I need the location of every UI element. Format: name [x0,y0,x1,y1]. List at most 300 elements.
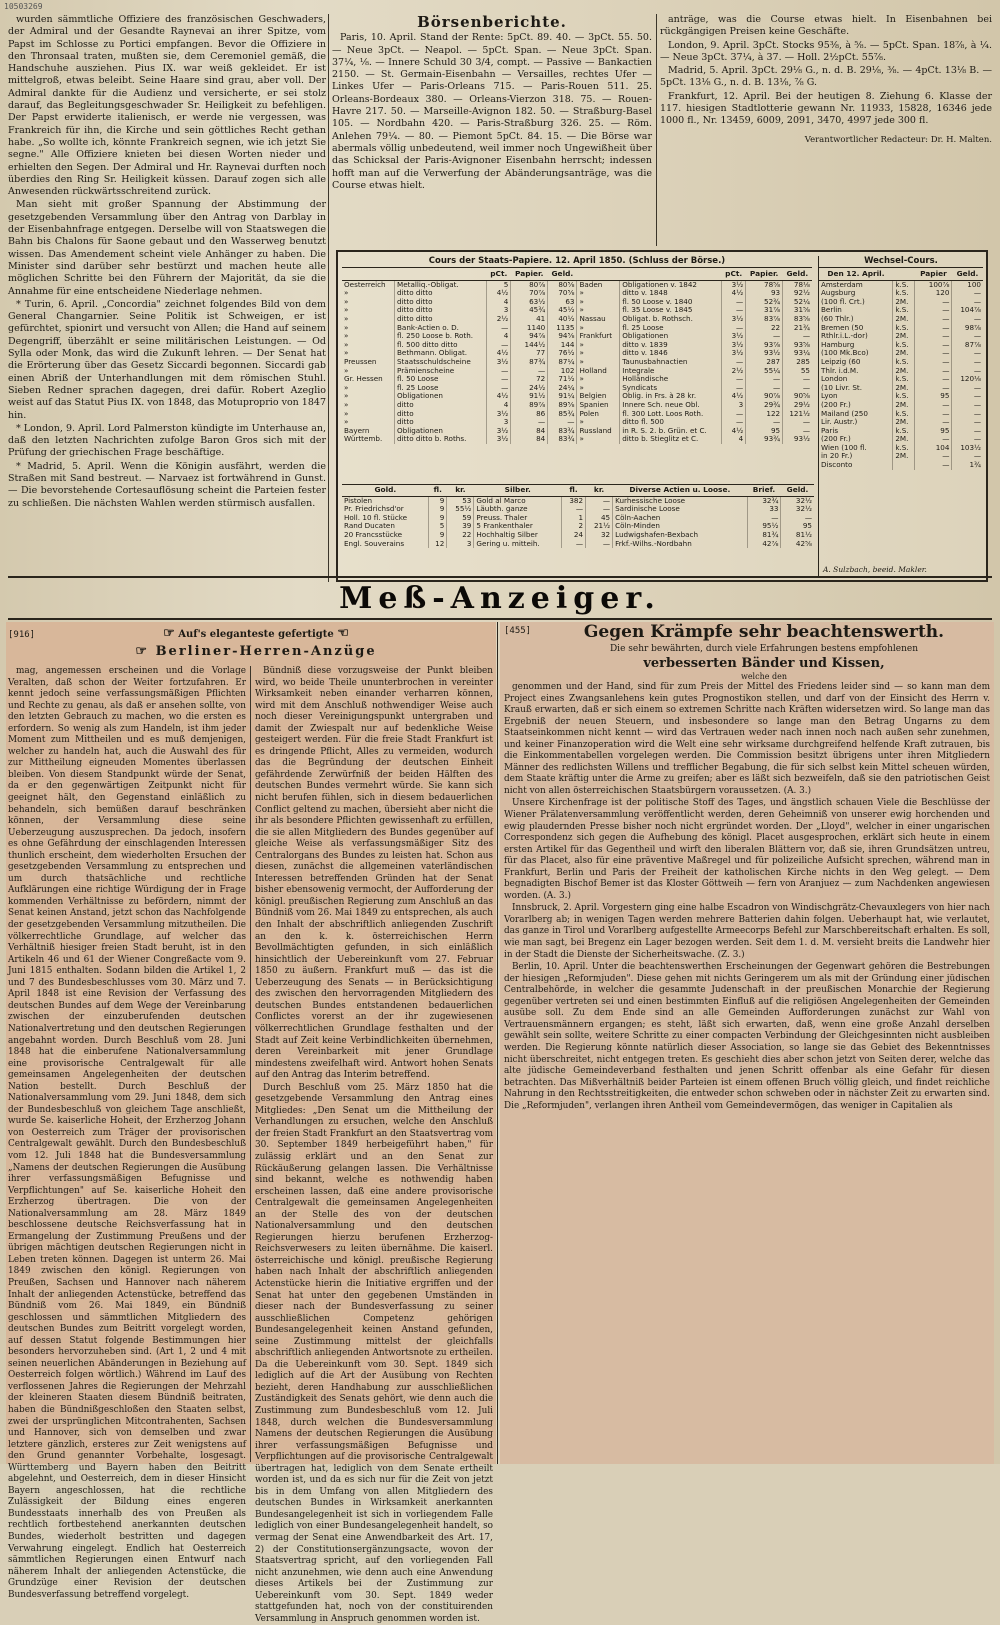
table-row [819,461,983,470]
table-cell: — [746,384,783,393]
table-cell: ditto ditto [395,306,487,315]
table-cell: — [915,324,952,333]
table-cell: 2½ [722,367,746,376]
table-cell: — [915,341,952,350]
table-cell: k.S. [893,444,915,453]
table-cell: — [804,512,812,522]
table-cell: 40½ [548,315,577,324]
table-cell: — [487,341,511,350]
table-cell: ditto [395,401,487,410]
column-header: Geld. [783,269,812,280]
table-cell: Obligationen v. 1842 [620,280,722,289]
table-cell: Württemb. [342,435,395,444]
table-cell: — [915,401,952,410]
table-cell: ditto [395,418,487,427]
table-cell: ditto v. 1848 [620,289,722,298]
table-cell: — [722,306,746,315]
table-cell: 63 [548,298,577,307]
news-paragraph: Man sieht mit großer Spannung der Abstimmung der gesetzgebenden Versammlung über den Antrag von Darblay in der Eisenbahnfrage entgegen. Derselbe will von Staatswegen die Bahn bis Chalons für Saone gebaut und den Wasserweg benutzt wissen. Das Amendement scheint viele Anhänger zu haben. Die Minister sind darüber sehr bestürzt und machen heute alle möglichen Schritte bei den Führern der Majorität, da sie die Annahme für eine entscheidene Niederlage nehmen. [8,199,326,297]
ad-paragraph: Durch Beschluß vom 25. März 1850 hat die gesetzgebende Versammlung den Antrag eines Mitgliedes: „Den Senat um die Mittheilung der Verhandlungen zu ersuchen, welche den Anschluß der freien Stadt Frankfurt an den Staatsvertrag vom 30. September 1849 herbeigeführt haben," für zulässig erklärt und an den Senat zur Rückäußerung gelangen lassen. Die Verhältnisse sind bekannt, welche es nothwendig haben erscheinen lassen, daß eine andere provisorische Centralgewalt die gemeinsamen Angelegenheiten an der Stelle des von der deutschen Nationalversammlung und den deutschen Regierungen hierzu berufenen Erzherzog-Reichsverwesers zu leiten übernähme. Die kaiserl. österreichische und königl. preußische Regierung haben nach Inhalt der abschriftlich anliegenden Actenstücke hierin die Initiative ergriffen und der Senat hat unter den gegebenen Umständen in dieser nach der Bundesverfassung zu seiner ausschließlichen Competenz gehörigen Bundesangelegenheit keinen Anstand gefunden, seine Zustimmung mittelst der gleichfalls abschriftlich anliegenden Antwortsnote zu ertheilen. Da die Uebereinkunft vom 30. Sept. 1849 sich lediglich auf die Art der Ausübung von Rechten bezieht, deren Handhabung zur ausschließlichen Zuständigkeit des Senats gehört, wie denn auch die Zustimmung zum Bundesbeschluß vom 12. Juli 1848, durch welchen die Bundesversammlung Namens der deutschen Regierungen die Ausübung ihrer verfassungsmäßigen Befugnisse und Verpflichtungen auf die provisorische Centralgewalt übertragen hat, lediglich von dem Senate ertheilt worden ist, und da es sich nur für die Zeit von jetzt bis in dem Umfang von allen Mitgliedern des deutschen Bundes in Wirksamkeit anerkannten Bundesangelegenheit ist sich in vorliegendem Falle lediglich von einer Bundesangelegenheit handelt, so vermag der Senat eine Anwendbarkeit des Art. 17, 2) der Constitutionsergänzungsacte, wovon der Staatsvertrag spricht, auf den vorliegenden Fall nicht anzunehmen, wie denn auch eine Anwendung dieses Artikels bei der Zustimmung zur Uebereinkunft vom 30. Sept. 1849 weder stattgefunden hat, noch von der constituirenden Versammlung in Anspruch genommen worden ist. [255,1082,493,1624]
table-cell: 92½ [793,288,810,298]
table-cell: 90⅞ [746,392,783,401]
table-cell: Lyon [819,392,893,401]
table-cell: k.S. [893,427,915,436]
table-cell: 95 [746,427,783,436]
table-cell: fl. 50 Loose v. 1840 [620,298,722,307]
ad-916 [6,622,496,1624]
table-cell: » [342,289,395,298]
pointing-hand-icon: ☜ [337,626,349,641]
table-cell: Syndicats [620,384,722,393]
table-cell: 12 [429,540,447,549]
table-cell: 5 Frankenthaler [474,522,562,531]
table-cell: k.S. [893,392,915,401]
table-cell: » [342,410,395,419]
table-cell: 3½ [487,410,511,419]
table-cell: fl. 250 Loose b. Roth. [395,332,487,341]
boerse-body [332,32,652,192]
table-cell: — [586,540,613,549]
table-cell: k.S. [893,289,915,298]
table-cell: Bayern [342,427,395,436]
table-cell: Augsburg [819,289,893,298]
table-cell: » [577,349,620,358]
table-cell: — [973,408,981,418]
column-header [893,269,915,280]
table-cell: — [722,358,746,367]
table-cell: Gr. Hessen [342,375,395,384]
table-cell: — [562,540,586,549]
table-cell: » [342,315,395,324]
table-cell: 3 [447,540,474,549]
wechsel-table [819,269,983,470]
table-cell: 4 [487,401,511,410]
table-cell: fl. 300 Lott. Loos Roth. [620,410,722,419]
table-cell: k.S. [893,341,915,350]
table-cell: k.S. [893,306,915,315]
table-cell: 2M. [893,349,915,358]
ad-paragraph: mag, angemessen erscheinen und die Vorlage Veralten, daß schon der Weiter fortzufahren. Er kennt jedoch seine verfassungsmäßigen Pflichten und Rechte zu genau, als daß er ansehen sollte, von den letzten Gebrauch zu machen, wo die ersten es erfordern. So wenig als zum Handeln, ist ihm jeder Moment zum Mittheilen und es muß demjenigen, welcher zu handeln hat, auch die Auswahl des für zur Mittheilung eigneuden Momentes überlassen bleiben. Von diesem Standpunkt würde der Senat, da er den gegenwärtigen Zeitpunkt nicht für geeignet hält, den Gegenstand einläßlich zu behandeln, sich bemüßen darauf beschränken können, der Versammlung diese seine Ueberzeugung auszusprechen. Da jedoch, insofern es ohne Gefährdung der einschlagenden Interessen thunlich erscheint, dem wiederholten Ersuchen der gesetzgebenden Versammlung zu entsprechen und um durch thatsächliche und rechtliche Aufklärungen eine richtige Würdigung der in Frage kommenden Verhältnisse zu befördern, nimmt der Senat keinen Anstand, jetzt schon das Nachfolgende der gesetzgebenden Versammlung mitzutheilen. Die völkerrechtliche Grundlage, auf welcher das Verhältniß hiesiger freien Stadt beruht, ist in den Artikeln 46 und 61 der Wiener Congreßacte vom 9. Juni 1815 enthalten. Sodann bilden die Artikel 1, 2 und 7 des Bundesbeschlusses vom 30. März und 7. April 1848 ist eine Revision der Verfassung des deutschen Bundes auf dem Wege der Vereinbarung zwischen der einzuberufenden deutschen Nationalvertretung und den deutschen Regierungen angebahnt worden. Durch Beschluß vom 28. Juni 1848 hat die einberufene Nationalversammlung eine provisorische Centralgewalt für alle gemeinsamen Angelegenheiten der deutschen Nation bestellt. Durch Beschluß der Nationalversammlung vom 29. Juni 1848, dem sich der Bundesbeschluß von gleichem Tage anschließt, wurde Se. kaiserliche Hoheit, der Erzherzog Johann von Oesterreich zum Träger der provisorischen Centralgewalt gewählt. Durch den Bundesbeschluß vom 12. Juli 1848 hat die Bundesversammlung „Namens der deutschen Regierungen die Ausübung ihrer verfassungsmäßigen Befugnisse und Verpflichtungen" auf Se. kaiserliche Hoheit den Erzherzog übertragen. Die von der Nationalversammlung am 28. März 1849 beschlossene deutsche Reichsverfassung hat in Ermangelung der Zustimmung Preußens und der übrigen mächtigen deutschen Regierungen nicht in Leben treten können. Dagegen ist unterm 26. Mai 1849 zwischen den königl. Regierungen von Preußen, Sachsen und Hannover nach näherem Inhalt der anliegenden Actenstücke, betreffend das Bündniß vom 26. Mai 1849, ein Bündniß geschlossen und sämmtlichen Mitgliedern des deutschen Bundes zum Beitritt vorgelegt worden, auf dessen Statut folgende Bestimmungen hier besonders hervorzuheben sind. (Art 1, 2 und 4 mit seinen neuerlichen Abänderungen in Beziehung auf Oesterreich folgen wörtlich.) Während im Lauf des verflossenen Jahres die Regierungen der Mehrzahl der kleineren Staaten diesem Bündniß beitraten, haben die Bündnißgeschloßen den Staaten selbst, zwei der ursprünglichen Mitcontrahenten, Sachsen und Hannover, sich von demselben und zwar letztere gänzlich, ersteres zur Zeit wenigstens auf den Grund genannter Vorbehalte, losgesagt. Württemberg und Bayern haben den Beitritt abgelehnt, und Oesterreich, dem in dieser Hinsicht Bayern angeschlossen, hat die rechtliche Zulässigkeit der Bildung eines engeren Bundesstaats innerhalb des von Preußen als rechtlich fortbestehend anerkannten deutschen Bundes, wiederholt bestritten und dagegen Verwahrung eingelegt. Endlich hat Oesterreich sämmtlichen Regierungen einen Entwurf nach näherem Inhalt der anliegenden Actenstücke, die Grundzüge einer Revision der deutschen Bundesverfassung betreffend vorgelegt. [8,666,246,1600]
table-cell: 4½ [487,289,511,298]
table-cell: — [973,382,981,392]
table-cell: (100 Mk.Bco) [819,349,893,358]
table-cell: — [511,367,548,376]
table-cell: 2M. [893,298,915,307]
table-cell: — [586,505,613,514]
archive-id-stamp: 10503269 [4,2,43,11]
ad-916-head2: ☞ Berliner-Herren-Anzüge [135,644,377,659]
table-cell: 70⅞ [511,289,548,298]
wechsel-title: Wechsel-Cours. [819,256,983,268]
table-cell [893,461,915,470]
table-cell: 2M. [893,401,915,410]
table-cell: 5 [429,522,447,531]
table-cell: Bethmann. Obligat. [395,349,487,358]
table-cell: 4½ [722,289,746,298]
table-cell: » [342,341,395,350]
table-cell: 24 [562,531,586,540]
news-column-left [8,14,326,586]
table-cell: — [915,418,952,427]
table-cell: 52¾ [746,298,783,307]
gold-silber-box [342,484,814,580]
table-cell: — [802,417,810,427]
table-cell: k.S. [893,410,915,419]
table-cell: 41 [511,315,548,324]
course-table-box [336,250,988,582]
table-cell: 87¾ [511,358,548,367]
table-cell: — [915,435,952,444]
table-cell: Russland [577,427,620,436]
table-cell: — [722,384,746,393]
table-cell: — [802,382,810,392]
table-cell: 4½ [487,392,511,401]
table-cell: 91½ [511,392,548,401]
column-header: Papier. [746,269,783,280]
table-cell: 42⅞ [747,540,781,549]
table-cell: — [511,418,548,427]
table-cell: 3½ [487,358,511,367]
table-cell: k.S. [893,324,915,333]
table-cell: Wien (100 fl. [819,444,893,453]
table-row [342,435,812,444]
table-cell: — [973,288,981,298]
column-rule [328,14,329,582]
ad-paragraph: Bündniß diese vorzugsweise der Punkt bleiben wird, wo beide Theile ununterbrochen in vereinter Wirksamkeit neben einander verharren können, wird mit dem Anschluß nothwendiger Weise auch noch dieser Vereinigungspunkt untergraben und damit der Zwiespalt nur auf bedenkliche Weise gesteigert werden. Für die freie Stadt Frankfurt ist es dringende Pflicht, Alles zu vermeiden, wodurch das die Begründung der deutschen Einheit gefährdende Zerwürfniß der beiden Hälften des deutschen Bundes vermehrt würde. Sie kann sich nicht berufen fühlen, sich in diesem bedauerlichen Conflict geltend zu machen, übersieht aber nicht die ihr als besondere Pflichten gewissenhaft zu erfüllen, die sie allen Mitgliedern des Bundes gegenüber auf gleiche Weise als verfassungsmäßiger Sitz des Centralorgans des Bundes zu leisten hat. Schon aus diesen, zunächst die allgemeinen vaterländischen Interessen betreffenden Gründen hat der Senat bisher ebensowenig vermocht, der Aufforderung der königl. preußischen Regierung zum Anschluß an das Bündniß vom 26. Mai 1849 zu entsprechen, als auch den Inhalt der abschriftlich anliegenden Zuschrift an den k. k. österreichischen Herrn Bevollmächtigten gefunden, in sich einläßlich hinsichtlich der Uebereinkunft vom 27. Februar 1850 zu äußern. Frankfurt muß — das ist die Ueberzeugung des Senats — in Berücksichtigung des zwischen den hervorragenden Mitgliedern des deutschen Bundes entstandenen bedauerlichen Conflictes vorerst an der ihr zugewiesenen völkerrechtlichen Grundlage festhalten und der Stadt auf Zeit keine Verbindlichkeiten übernehmen, deren Vereinbarkeit mit jener Grundlage mindestens zweifelhaft wird. Antwort hohen Senats auf den Antrag das Interim betreffend. [255,666,493,1081]
table-cell: 83¾ [548,435,577,444]
table-cell: 87⅞ [964,339,981,349]
table-cell: 93½ [746,349,783,358]
table-cell: Amsterdam [819,280,893,289]
table-cell: Oesterreich [342,280,395,289]
table-cell: — [722,324,746,333]
table-cell: — [747,514,781,523]
table-cell: » [577,435,620,444]
column-header: kr. [586,485,613,496]
ad-455-body [504,682,990,1462]
table-cell: (60 Thlr.) [819,315,893,324]
table-cell: Disconto [819,461,893,470]
table-cell: 4 [722,435,746,444]
table-cell: 382 [562,496,586,505]
table-cell: Hamburg [819,341,893,350]
pointing-hand-icon: ☞ [163,626,175,641]
table-cell: 55½ [447,505,474,514]
column-header: Diverse Actien u. Loose. [613,485,747,496]
table-cell: — [802,425,810,435]
table-cell: 53 [447,496,474,505]
table-cell: Obligationen [395,392,487,401]
mess-anzeiger-banner [8,578,992,618]
table-cell: — [722,410,746,419]
ad-455-head1: Gegen Krämpfe sehr beachtenswerth. [583,622,945,642]
boerse-column [332,14,652,246]
table-cell: 32¾ [747,496,781,505]
table-cell: 3½ [487,435,511,444]
table-cell: 55¼ [746,367,783,376]
table-cell: — [973,313,981,323]
table-cell: Preussen [342,358,395,367]
ad-paragraph: genommen und der Hand, sind für zum Preis der Mittel des Friedens leider sind — so kann man dem Project eines Zwangsanlehens kein gutes Prognostikon stellen, und darf von der Einsicht des Herrn v. Krauß erwarten, daß er sich einem so extremen Schritte nach Kräften widersetzen wird. So lange man das Ergebniß der neuen Steuern, und insbesondere so lange man den Betrag Ungarns zu dem Staatseinkommen nicht kennt — wird das Vertrauen weder nach innen noch nach außen sehr zunehmen, und keiner Finanzoperation wird die Welt eine sehr wirksame durchgreifend helfende Kraft zutrauen, bis die Einkommentabellen vorgelegen werden. Die Commission besitzt übrigens unter ihren Mitgliedern Männer des redlichsten Willens und trefflicher Begabung, die für sich selbst kein Mittel scheuen würden, dem Staate kräftig unter die Arme zu greifen; aber es läßt sich bezweifeln, daß sie den patriotischen Geist nicht von allen österreichischen Staatsbürgern voraussetzen. (A. 3.) [504,682,990,796]
table-cell: » [342,392,395,401]
table-cell: 4½ [722,392,746,401]
table-cell: 81½ [795,529,812,539]
table-cell: Gold al Marco [474,496,562,505]
table-cell: — [973,348,981,358]
table-cell: 9 [429,496,447,505]
table-cell: Frankfurt [577,332,620,341]
news-paragraph: anträge, was die Course etwas hielt. In Eisenbahnen bei rückgängigen Preisen keine Geschäfte. [660,14,992,38]
table-cell: — [562,505,586,514]
column-header: Silber. [474,485,562,496]
table-cell: » [342,384,395,393]
news-paragraph: * London, 9. April. Lord Palmerston kündigte im Unterhause an, daß den letzten Nachrichten zufolge Baron Gros sich mit der Prüfung der griechischen Frage beschäftige. [8,422,326,459]
table-cell: 22 [447,531,474,540]
news-column-right-top [660,14,992,246]
table-cell: in 20 Fr.) [819,452,893,461]
table-cell: Obligationen [395,427,487,436]
table-cell: — [973,417,981,427]
table-cell: Cöln-Aachen [613,514,747,523]
table-cell: » [577,384,620,393]
table-cell: 2M. [893,418,915,427]
table-cell: 9 [429,531,447,540]
table-cell: 1¾ [969,460,981,470]
table-cell: — [746,418,783,427]
table-cell: London [819,375,893,384]
table-cell: 83⅞ [746,315,783,324]
table-cell: 3 [487,306,511,315]
table-cell: 95½ [747,522,781,531]
table-cell: 100 [967,279,981,289]
table-cell: — [973,451,981,461]
table-cell: Paris [819,427,893,436]
table-cell: — [722,298,746,307]
column-header: fl. [562,485,586,496]
table-cell: k.S. [893,358,915,367]
table-cell: — [915,367,952,376]
table-cell: » [577,324,620,333]
ad-916-column-2 [255,666,493,1624]
table-cell: 93⅞ [746,341,783,350]
table-cell: » [342,367,395,376]
column-rule [497,622,498,1464]
table-cell: 120⅛ [960,374,981,384]
editor-line: Verantwortlicher Redacteur: Dr. H. Malten. [804,134,992,145]
table-cell: — [915,349,952,358]
column-header: pCt. [722,269,746,280]
table-cell: 90⅝ [793,391,810,401]
table-cell: — [915,384,952,393]
table-cell: 77 [511,349,548,358]
table-cell: in R. S. 2. b. Grün. et C. [620,427,722,436]
table-cell: 93¾ [746,435,783,444]
table-cell: Polen [577,410,620,419]
table-cell: ditto [395,410,487,419]
table-cell: 95 [915,392,952,401]
table-cell: Ludwigshafen-Bexbach [613,531,747,540]
table-cell: fl. 50 Loose [395,375,487,384]
table-cell: Staatsschuldscheine [395,358,487,367]
table-cell: Berlin [819,306,893,315]
table-cell: (200 Fr.) [819,435,893,444]
table-cell: 100⅞ [915,280,952,289]
table-cell: — [586,496,613,505]
table-cell: 2½ [487,315,511,324]
table-cell: » [342,324,395,333]
table-cell: — [722,375,746,384]
table-cell: 121½ [789,408,810,418]
gold-silber-table [342,485,814,548]
table-cell: Nassau [577,315,620,324]
table-cell: 120 [915,289,952,298]
section-rule [8,618,992,620]
right-top-body [660,14,992,128]
table-cell: 122 [746,410,783,419]
table-cell: ditto ditto [395,289,487,298]
table-cell: 95 [802,521,812,531]
table-cell: 104⅞ [960,305,981,315]
table-cell: 32 [586,531,613,540]
table-cell: 52¼ [793,296,810,306]
table-cell: — [915,315,952,324]
table-cell: — [973,399,981,409]
table-cell: k.S. [893,280,915,289]
table-cell: — [548,418,577,427]
table-cell: Bremen (50 [819,324,893,333]
table-cell: 81¾ [747,531,781,540]
table-cell: 29¾ [746,401,783,410]
table-cell: Leipzig (60 [819,358,893,367]
ad-455-head4: welche den [740,672,788,681]
table-cell: — [915,410,952,419]
table-cell: 3½ [722,332,746,341]
table-cell: — [973,391,981,401]
column-header: Geld. [952,269,983,280]
table-cell: 78⅝ [746,280,783,289]
column-rule [250,666,251,1462]
table-cell: ditto ditto b. Roths. [395,435,487,444]
table-cell: — [915,461,952,470]
table-cell: » [577,306,620,315]
staats-papiere-caption: Cours der Staats-Papiere. 12. April 1850. (Schluss der Börse.) [342,256,812,268]
table-cell: 84 [511,435,548,444]
table-cell: 9 [429,514,447,523]
table-cell: 104 [915,444,952,453]
table-cell: Baden [577,280,620,289]
table-cell: 21¾ [793,322,810,332]
table-cell: 285 [796,356,810,366]
table-cell: 85¾ [548,410,577,419]
table-cell: 2M. [893,315,915,324]
table-cell: — [746,332,783,341]
table-cell: 71½ [548,375,577,384]
table-cell: Pr. Friedrichsd'or [342,505,429,514]
table-cell: Lir. Austr.) [819,418,893,427]
table-cell: Metalliq.-Obligat. [395,280,487,289]
table-cell: 4 [487,298,511,307]
table-cell: 59 [447,514,474,523]
table-cell: ditto v. 1839 [620,341,722,350]
table-cell: 2 [562,522,586,531]
table-cell: 144½ [511,341,548,350]
column-header: Brief. [747,485,781,496]
table-cell: Oblig. in Frs. à 28 kr. [620,392,722,401]
table-cell: 87¼ [548,358,577,367]
table-cell: 24¼ [548,384,577,393]
table-cell: 86 [511,410,548,419]
table-cell: — [973,331,981,341]
news-paragraph: wurden sämmtliche Offiziere des französischen Geschwaders, der Admiral und der Gesandte Raynevai an ihrer Spitze, vom Papst im Schlosse zu Portici empfangen. Bevor die Offiziere in den Thronsaal traten, mußten sie, dem Ceremoniel gemäß, die Handschuhe ausziehen. Pius IX. war weiß gekleidet. Er ist mittelgroß, etwas beleibt. Seine Haare sind grau, aber voll. Der Admiral dankte für die Audienz und versicherte, er sei stolz darauf, das Begleitungsgeschwader Sr. Heiligkeit zu befehligen. Der Papst erwiderte italienisch, er werde nie vergessen, was Frankreich für ihn, die Kirche und sein göttliches Recht gethan habe. „So wollte ich, könnte Frankreich segnen, wie ich jetzt Sie segne." Alle Offiziere knieten bei diesen Worten nieder und erhielten den Segen. Der Admiral und Hr. Raynevai durften noch überdies den Ring Sr. Heiligkeit küssen. Darauf zogen sich alle Anwesenden rückwärtsschreitend zurück. [8,14,326,198]
table-cell: fl. 35 Loose v. 1845 [620,306,722,315]
table-cell: — [915,332,952,341]
table-cell: » [342,418,395,427]
table-cell: 45 [586,514,613,523]
table-cell: Mailand (250 [819,410,893,419]
column-rule [656,14,657,246]
table-cell: 3½ [487,427,511,436]
table-cell: 3½ [722,315,746,324]
boerse-title: Börsenberichte. [417,13,567,31]
table-cell: » [577,375,620,384]
table-cell: — [915,306,952,315]
boerse-paragraph: Paris, 10. April. Stand der Rente: 5pCt. 89. 40. — 3pCt. 55. 50. — Neue 3pCt. — Neapol. — 5pCt. Span. — Neue 3pCt. Span. 37¼, ⅛. — Innere Schuld 30 3/4, compt. — Passive — Bankactien 2150. — St. Germain-Eisenbahn — Versailles, rechtes Ufer — Linkes Ufer — Paris-Orleans 715. — Paris-Rouen 511. 25. Orleans-Bordeaux 380. — Orleans-Vierzon 318. 75. — Rouen-Havre 217. 50. — Marseille-Avignon 182. 50. — Straßburg-Basel 105. — Nordbahn 420. — Paris-Straßburg 326. 25. — Röm. Anlehen 79¼. — 80. — Piemont 5pCt. 84. 15. — Die Börse war abermals völlig unbedeutend, weil immer noch Ungewißheit über das Schicksal der Paris-Avignoner Eisenbahn herrscht; indessen hofft man auf die Verwerfung der Abänderungsanträge, was die Course etwas hielt. [332,32,652,191]
table-cell: Thlr. i.d.M. [819,367,893,376]
table-cell: 2M. [893,332,915,341]
table-cell: 3½ [722,341,746,350]
news-paragraph: * Madrid, 5. April. Wenn die Königin ausfährt, werden die Straßen mit Sand bestreut. — Narvaez ist fortwährend in Gunst. — Die bevorstehende Cortesauflösung scheint die Parteien fester zu schließen. Die nächsten Wahlen werden stürmisch ausfallen. [8,460,326,509]
table-cell: Bank-Actien o. D. [395,324,487,333]
table-cell: 83¾ [548,427,577,436]
table-cell: 24½ [511,384,548,393]
table-cell: » [342,332,395,341]
table-cell: » [342,349,395,358]
ad-number: [455] [504,626,532,636]
table-cell: 95 [915,427,952,436]
table-cell: 70⅝ [548,289,577,298]
banner-title: Meß-Anzeiger. [339,580,661,616]
table-cell: Sardinische Loose [613,505,747,514]
table-cell: — [487,375,511,384]
table-cell: 45¾ [511,306,548,315]
table-cell: 31⅝ [793,305,810,315]
table-cell: — [973,434,981,444]
table-cell: » [342,298,395,307]
table-cell: Holländische [620,375,722,384]
table-cell: » [577,341,620,350]
staats-papiere-table [342,269,812,444]
table-cell: 84 [511,427,548,436]
table-cell: — [487,367,511,376]
table-cell: (10 Livr. St. [819,384,893,393]
table-cell: 45½ [548,306,577,315]
column-header [395,269,487,280]
table-row [342,540,814,549]
pointing-hand-icon: ☞ [135,644,150,659]
table-cell: » [577,298,620,307]
table-cell: 4 [487,332,511,341]
table-cell: Taunusbahnactien [620,358,722,367]
table-cell: Integrale [620,367,722,376]
table-cell: 72 [511,375,548,384]
table-cell: 93⅝ [793,339,810,349]
table-cell: fl. 25 Loose [395,384,487,393]
table-cell: 1140 [511,324,548,333]
table-cell: 32½ [795,504,812,514]
table-cell: 9 [429,505,447,514]
column-header: pCt. [487,269,511,280]
table-cell: ditto ditto [395,298,487,307]
